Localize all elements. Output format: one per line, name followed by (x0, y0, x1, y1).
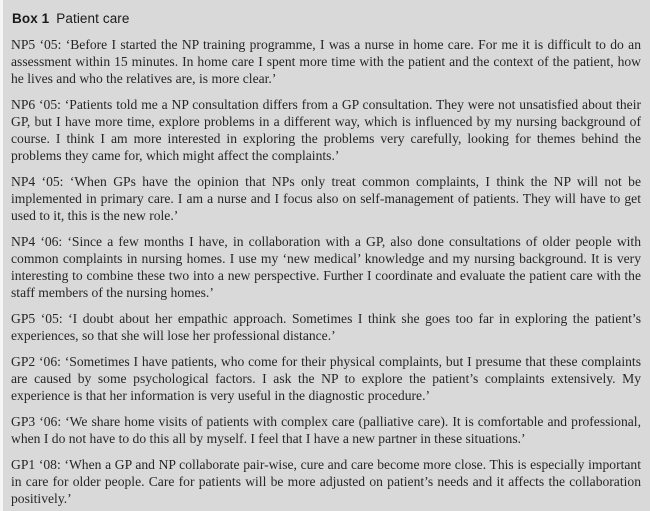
quote-paragraph-gp5-05: GP5 ‘05: ‘I doubt about her empathic approach. Sometimes I think she goes too far in exploring the patient’s experiences, so that she will lose her professional distance.’ (11, 311, 641, 343)
box-title: Patient care (56, 11, 130, 26)
quote-paragraph-gp1-08: GP1 ‘08: ‘When a GP and NP collaborate pair-wise, cure and care become more close. This is especially important in care for older people. Care for patients will be more adjusted on patient’s needs and it affects the collaboration positively.’ (11, 457, 641, 506)
quote-paragraph-np6-05: NP6 ‘05: ‘Patients told me a NP consultation differs from a GP consultation. They were not unsatisfied about their GP, but I have more time, explore problems in a different way, which is influenced by my nursing background of course. I think I am more interested in exploring the problems very carefully, looking for themes behind the problems they came for, which might affect the complaints.’ (11, 97, 641, 163)
box-label: Box 1 (12, 11, 50, 26)
quote-paragraph-gp3-06: GP3 ‘06: ‘We share home visits of patients with complex care (palliative care). It is comfortable and professional, when I do not have to do this all by myself. I feel that I have a new partner in these situations.’ (11, 414, 641, 446)
quote-paragraph-np4-05: NP4 ‘05: ‘When GPs have the opinion that NPs only treat common complaints, I think the NP will not be implemented in primary care. I am a nurse and I focus also on self-management of patients. They will have to get used to it, this is the new role.’ (11, 174, 641, 223)
box-header (12, 10, 641, 27)
quote-paragraph-gp2-06: GP2 ‘06: ‘Sometimes I have patients, who come for their physical complaints, but I presume that these complaints are caused by some psychological factors. I ask the NP to explore the patient’s complaints extensively. My experience is that her information is very useful in the diagnostic procedure.’ (11, 354, 641, 403)
quote-paragraph-np5-05: NP5 ‘05: ‘Before I started the NP training programme, I was a nurse in home care. For me it is difficult to do an assessment within 15 minutes. In home care I spent more time with the patient and the context of the patient, how he lives and who the relatives are, is more clear.’ (11, 37, 641, 86)
quote-paragraph-np4-06: NP4 ‘06: ‘Since a few months I have, in collaboration with a GP, also done consultations of older people with common complaints in nursing homes. I use my ‘new medical’ knowledge and my nursing background. It is very interesting to combine these two into a new perspective. Further I coordinate and evaluate the patient care with the staff members of the nursing homes.’ (11, 234, 641, 300)
